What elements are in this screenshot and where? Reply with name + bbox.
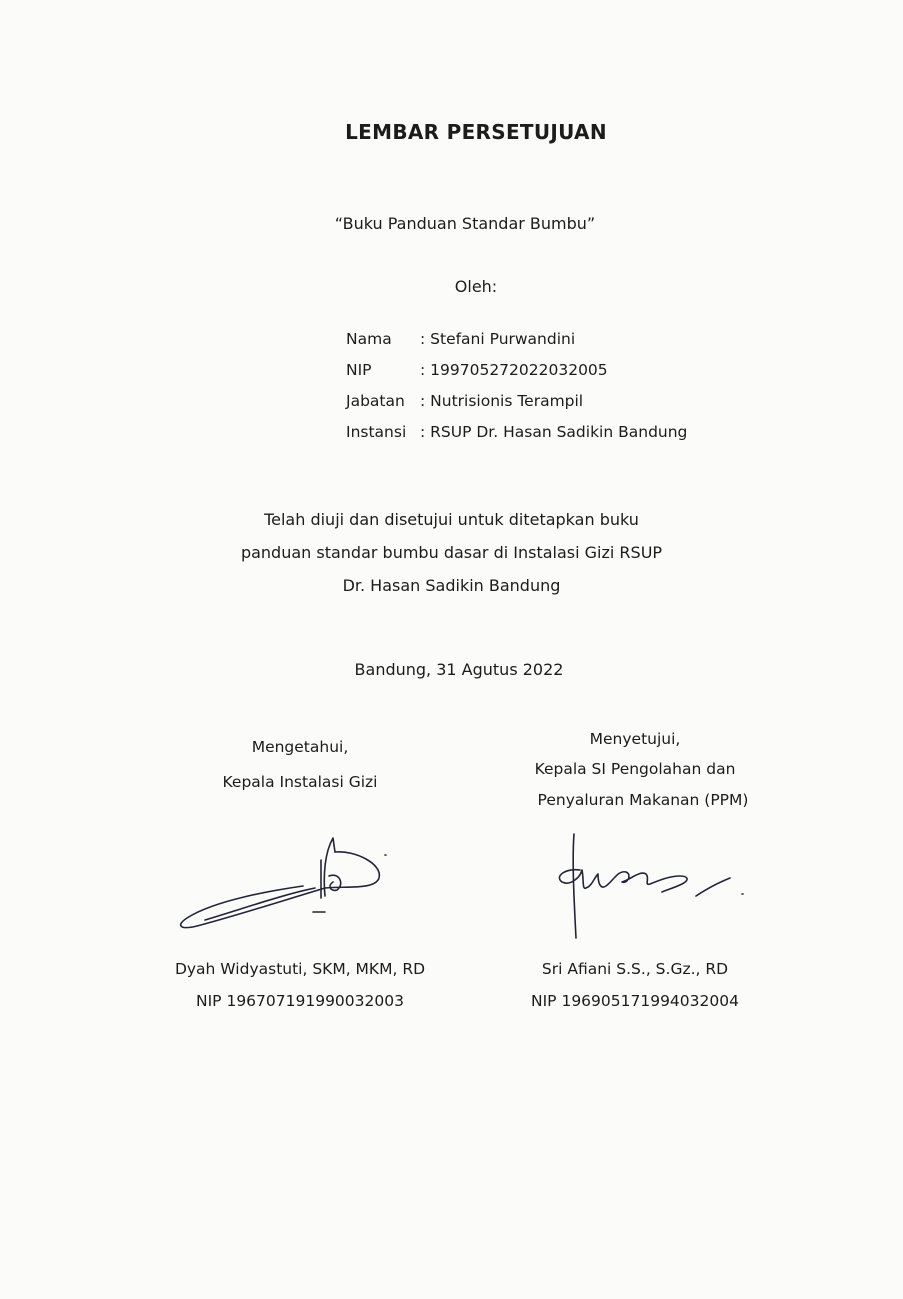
right-signatory-nip: NIP 196905171994032004 [531,992,739,1010]
info-value: : Stefani Purwandini [420,330,576,348]
right-role-line2: Kepala SI Pengolahan dan [534,760,736,778]
info-row-nip [346,361,687,392]
info-label: Jabatan [346,392,405,410]
approval-line: Telah diuji dan disetujui untuk ditetapkan buku [264,510,639,529]
approval-line: panduan standar bumbu dasar di Instalasi Gizi RSUP [240,543,663,562]
info-value: : Nutrisionis Terampil [420,392,584,410]
info-label: NIP [346,361,372,379]
left-signatory-name: Dyah Widyastuti, SKM, MKM, RD [174,960,426,978]
place-date: Bandung, 31 Agutus 2022 [354,660,564,679]
info-row-position [346,392,687,423]
page-title: LEMBAR PERSETUJUAN [345,120,607,144]
right-signatory-name: Sri Afiani S.S., S.Gz., RD [541,960,729,978]
author-info-table [346,330,687,454]
info-row-institution [346,423,687,454]
left-role-line1: Mengetahui, [251,738,349,756]
info-value: : 199705272022032005 [420,361,608,379]
left-signature [175,830,395,935]
right-role-line1: Menyetujui, [589,730,681,748]
right-signature [540,830,760,945]
by-label: Oleh: [454,277,498,296]
right-role-line3: Penyaluran Makanan (PPM) [537,791,749,809]
approval-statement [0,503,903,602]
info-label: Instansi [346,423,407,441]
left-role-line2: Kepala Instalasi Gizi [222,773,378,791]
left-signatory-nip: NIP 196707191990032003 [196,992,404,1010]
approval-line: Dr. Hasan Sadikin Bandung [342,576,561,595]
info-row-name [346,330,687,361]
document-subtitle: “Buku Panduan Standar Bumbu” [334,214,596,233]
info-label: Nama [346,330,392,348]
info-value: : RSUP Dr. Hasan Sadikin Bandung [420,423,688,441]
